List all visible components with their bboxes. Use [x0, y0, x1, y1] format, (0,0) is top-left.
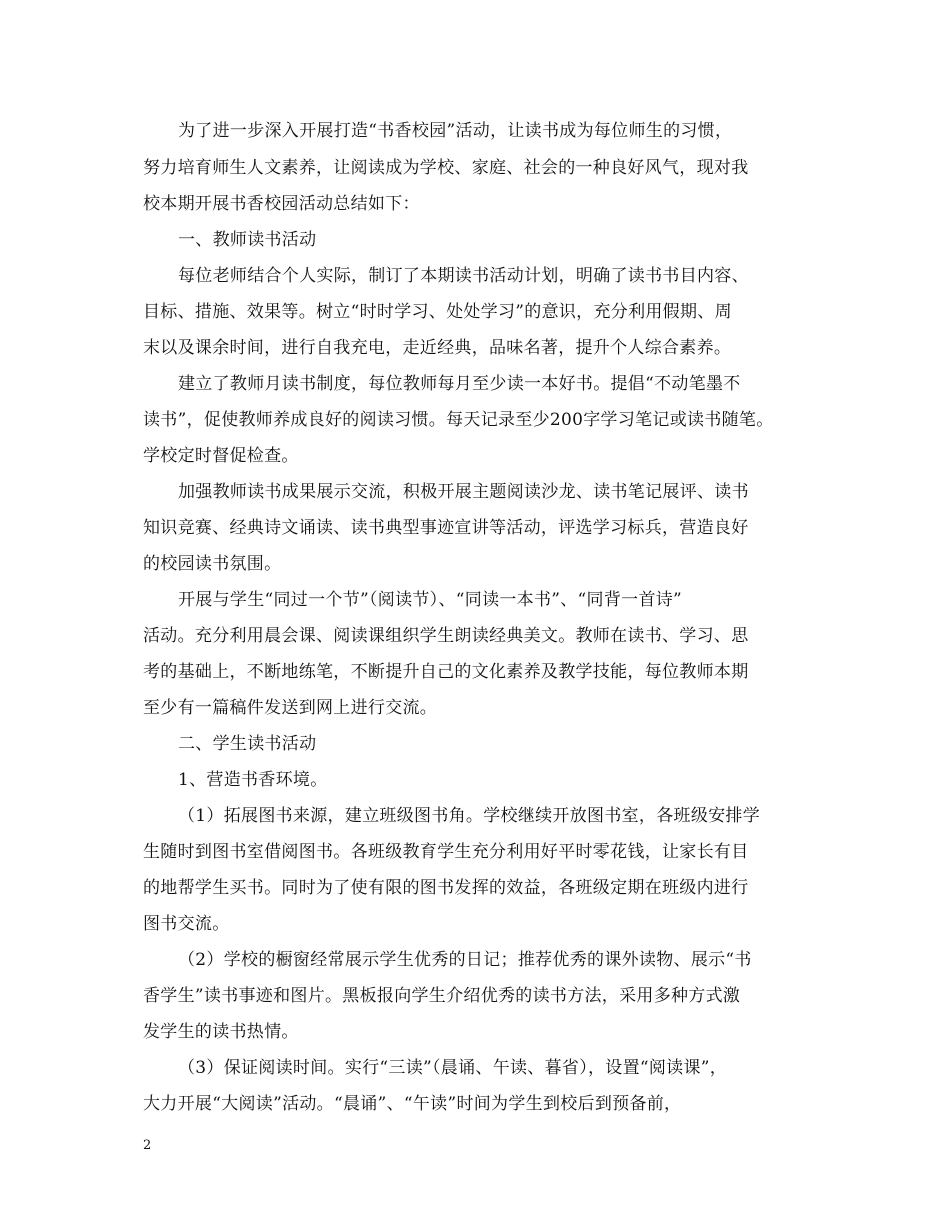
- text-line: 生随时到图书室借阅图书。各班级教育学生充分利用好平时零花钱，让家长有目: [143, 842, 749, 862]
- text-line: 加强教师读书成果展示交流，积极开展主题阅读沙龙、读书笔记展评、读书: [178, 482, 749, 502]
- text-line: 知识竞赛、经典诗文诵读、读书典型事迹宣讲等活动，评选学习标兵，营造良好: [143, 518, 749, 538]
- page-number: 2: [143, 1138, 152, 1153]
- text-line: 活动。充分利用晨会课、阅读课组织学生朗读经典美文。教师在读书、学习、思: [143, 626, 749, 646]
- text-line: 建立了教师月读书制度，每位教师每月至少读一本好书。提倡“不动笔墨不: [178, 374, 741, 394]
- text-line: 大力开展“大阅读”活动。“晨诵”、“午读”时间为学生到校后到预备前，: [143, 1094, 682, 1114]
- text-line: 至少有一篇稿件发送到网上进行交流。: [143, 698, 438, 718]
- text-line: 每位老师结合个人实际，制订了本期读书活动计划，明确了读书书目内容、: [178, 266, 749, 286]
- text-line: 的校园读书氛围。: [143, 554, 282, 574]
- text-line: 目标、措施、效果等。树立“时时学习、处处学习”的意识，充分利用假期、周: [143, 302, 732, 322]
- text-line: 考的基础上，不断地练笔，不断提升自己的文化素养及教学技能，每位教师本期: [143, 662, 749, 682]
- text-line: （2）学校的橱窗经常展示学生优秀的日记；推荐优秀的课外读物、展示“书: [178, 950, 752, 970]
- text-line: 图书交流。: [143, 914, 230, 934]
- text-line: 学校定时督促检查。: [143, 446, 299, 466]
- section-heading: 二、学生读书活动: [178, 734, 317, 754]
- text-line: 香学生”读书事迹和图片。黑板报向学生介绍优秀的读书方法，采用多种方式激: [143, 986, 741, 1006]
- text-line: （3）保证阅读时间。实行“三读”（晨诵、午读、暮省），设置“阅读课”，: [178, 1058, 728, 1078]
- text-line: 发学生的读书热情。: [143, 1022, 299, 1042]
- section-heading: 一、教师读书活动: [178, 230, 317, 250]
- text-line: 末以及课余时间，进行自我充电，走近经典，品味名著，提升个人综合素养。: [143, 338, 732, 358]
- subsection-heading: 1、营造书香环境。: [178, 770, 328, 790]
- text-line: 读书”，促使教师养成良好的阅读习惯。每天记录至少200字学习笔记或读书随笔。: [143, 410, 774, 430]
- text-line: 为了进一步深入开展打造“书香校园”活动，让读书成为每位师生的习惯，: [178, 121, 733, 141]
- text-line: 的地帮学生买书。同时为了使有限的图书发挥的效益，各班级定期在班级内进行: [143, 878, 749, 898]
- text-line: 校本期开展书香校园活动总结如下：: [143, 194, 420, 214]
- text-line: 开展与学生“同过一个节”（阅读节）、“同读一本书”、“同背一首诗”: [178, 590, 683, 610]
- text-line: 努力培育师生人文素养，让阅读成为学校、家庭、社会的一种良好风气，现对我: [143, 158, 749, 178]
- text-line: （1）拓展图书来源，建立班级图书角。学校继续开放图书室，各班级安排学: [178, 806, 761, 826]
